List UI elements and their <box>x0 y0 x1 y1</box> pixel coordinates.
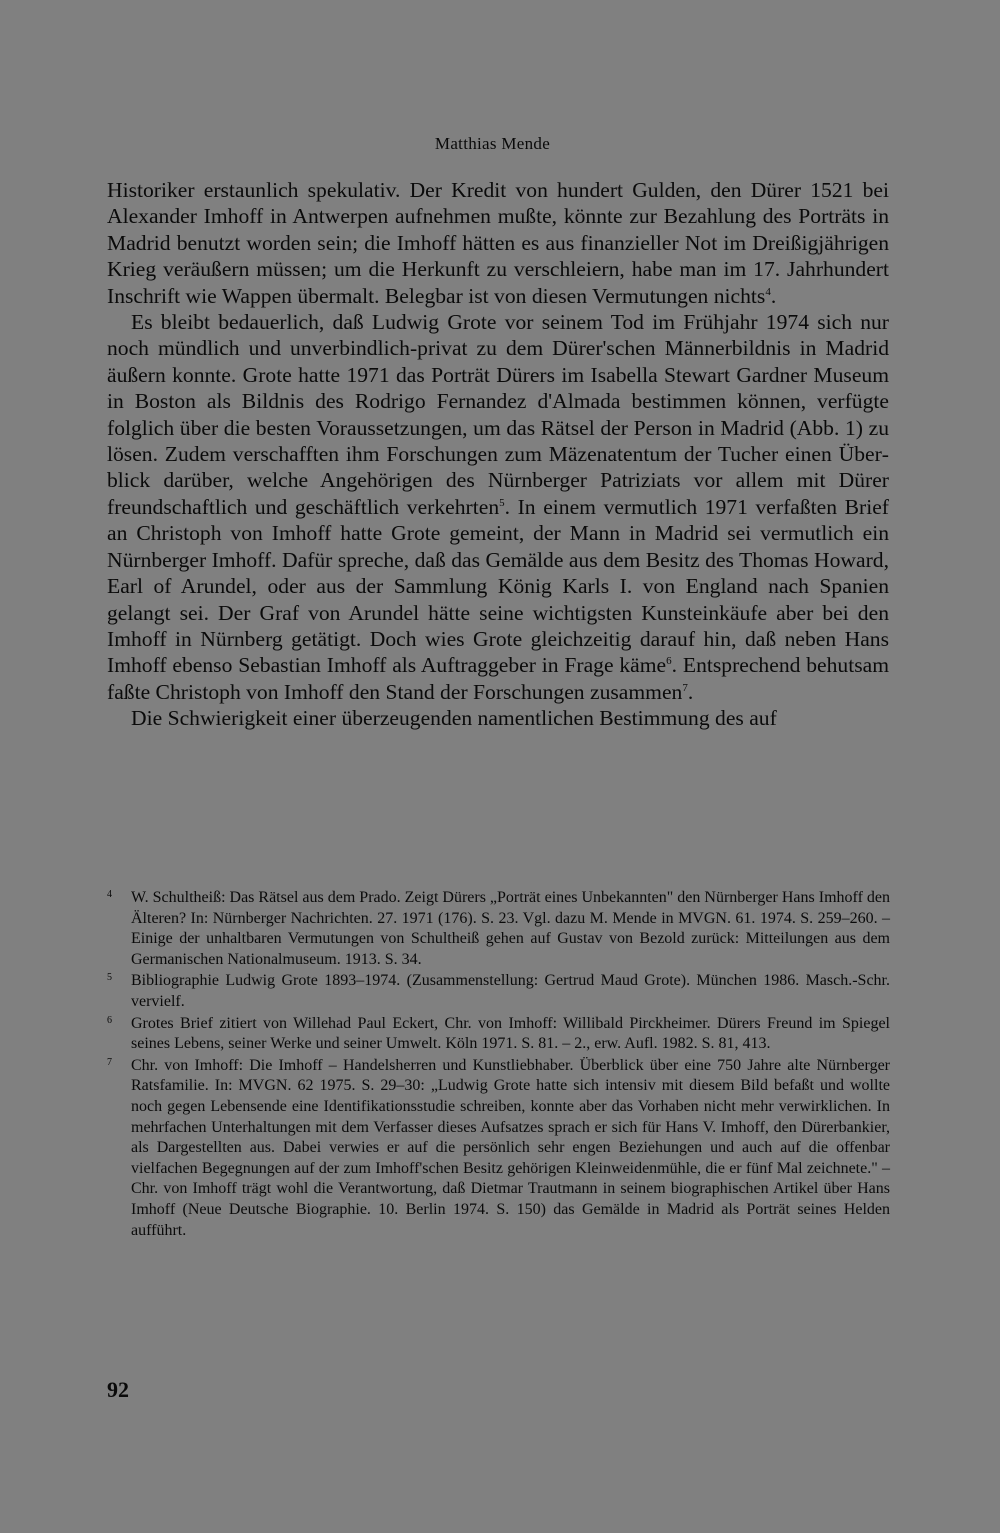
paragraph-2-text-c: . Entsprechend behutsam faßte Christoph von Imhoff den Stand der Forschungen zusammen <box>107 653 889 704</box>
paragraph-1 <box>107 177 889 309</box>
footnote-5 <box>107 971 890 1012</box>
footnote-number: 7 <box>107 1056 112 1068</box>
paragraph-1-text-a: Historiker erstaunlich spekulativ. Der Kredit von hundert Gulden, den Dürer 1521 bei Alexander Imhoff in Antwerpen aufnehmen mußte, könnte zur Bezahlung des Porträts in Madrid benutzt worden sein; die Imhoff hätten es aus finanzieller Not im Dreißigjährigen Krieg veräußern müssen; um die Herkunft zu verschleiern, habe man im 17. Jahrhundert Inschrift wie Wappen übermalt. Belegbar ist von diesen Vermutungen nichts <box>107 178 889 308</box>
footnote-text: Chr. von Imhoff: Die Imhoff – Handelsherren und Kunstliebhaber. Überblick über eine 750 Jahre alte Nürnberger Ratsfamilie. In: MVGN. 62 1975. S. 29–30: „Ludwig Grote hatte sich intensiv mit diesem Bild befaßt und wollte noch gegen Lebensende eine Identifikationsstudie schreiben, konnte aber das Vorhaben nicht mehr verwirklichen. In mehrfachen Unterhaltungen mit dem Verfasser dieses Aufsatzes sprach er sich für Hans V. Imhoff, den Dürerbankier, als Dargestellten aus. Dabei verwies er auf die persönlich sehr engen Beziehungen und auch auf die offenbar vielfachen Begegnungen auf der zum Imhoff'schen Besitz gehörigen Kleinweidenmühle, die er fünf Mal zeichnete." – Chr. von Imhoff trägt wohl die Verantwortung, daß Dietmar Trautmann in seinem biographischen Artikel über Hans Imhoff (Neue Deutsche Biographie. 10. Berlin 1974. S. 150) das Gemälde in Madrid als Porträt seines Helden aufführt. <box>131 1056 890 1239</box>
paragraph-2 <box>107 309 889 705</box>
footnote-ref-6[interactable]: 6 <box>666 655 672 668</box>
footnote-number: 6 <box>107 1014 112 1026</box>
footnote-4 <box>107 888 890 970</box>
footnote-text: Grotes Brief zitiert von Willehad Paul Eckert, Chr. von Imhoff: Willibald Pirckheimer. Dürers Freund im Spiegel seines Lebens, seiner Werke und seiner Umwelt. Köln 1971. S. 81. – 2., erw. Aufl. 1982. S. 81, 413. <box>131 1014 890 1053</box>
running-head: Matthias Mende <box>434 134 551 153</box>
footnote-text: Bibliographie Ludwig Grote 1893–1974. (Zusammenstellung: Gertrud Maud Grote). München 1986. Masch.-Schr. vervielf. <box>131 972 890 1010</box>
footnote-ref-7[interactable]: 7 <box>682 681 688 694</box>
footnote-number: 5 <box>107 972 112 984</box>
footnote-text: W. Schultheiß: Das Rätsel aus dem Prado. Zeigt Dürers „Porträt eines Unbekannten" den Nürnberger Hans Imhoff den Älteren? In: Nürnberger Nachrichten. 27. 1971 (176). S. 23. Vgl. dazu M. Mende in MVGN. 61. 1974. S. 259–260. – Einige der unhaltbaren Vermutungen von Schultheiß gehen auf Gustav von Bezold zurück: Mitteilungen aus dem Germanischen Nationalmuseum. 1913. S. 34. <box>131 889 890 968</box>
footnote-number: 4 <box>107 889 112 900</box>
paragraph-1-text-b: . <box>770 283 777 308</box>
paragraph-2-text-a: Es bleibt bedauerlich, daß Ludwig Grote vor seinem Tod im Frühjahr 1974 sich nur noch mündlich und unverbindlich-privat zu dem Dürer'schen Männerbildnis in Madrid äußern konnte. Grote hatte 1971 das Porträt Dürers im Isabella Stewart Gardner Museum in Boston als Bildnis des Rodrigo Fernandez d'Almada bestimmen können, verfügte folglich über die besten Voraussetzungen, um das Rätsel der Person in Madrid (Abb. 1) zu lösen. Zudem verschafften ihm Forschungen zum Mäzenatentum der Tucher einen Überblick darüber, welche Angehörigen des Nürnberger Patriziats vor allem mit Dürer freundschaftlich und geschäftlich verkehrten <box>107 310 889 519</box>
footnote-ref-4[interactable]: 4 <box>765 285 771 298</box>
main-text <box>107 177 889 732</box>
footnote-ref-5[interactable]: 5 <box>499 496 505 509</box>
paragraph-2-text-d: . <box>687 679 694 704</box>
page-number: 92 <box>107 1377 129 1402</box>
paragraph-3: Die Schwierigkeit einer überzeugenden namentlichen Bestimmung des auf <box>131 706 777 731</box>
footnotes <box>107 888 890 1242</box>
footnote-7 <box>107 1056 890 1241</box>
footnote-6 <box>107 1014 890 1055</box>
paragraph-2-text-b: . In einem vermutlich 1971 verfaßten Brief an Christoph von Imhoff hatte Grote gemeint, der Mann in Madrid sei vermutlich ein Nürnberger Imhoff. Dafür spreche, daß das Gemälde aus dem Besitz des Thomas Howard, Earl of Arundel, oder aus der Sammlung König Karls I. von England nach Spanien gelangt sei. Der Graf von Arundel hätte seine wichtigsten Kunsteinkäufe aber bei den Imhoff in Nürnberg getätigt. Doch wies Grote gleichzeitig darauf hin, daß neben Hans Imhoff ebenso Sebastian Imhoff als Auftraggeber in Frage käme <box>107 494 889 678</box>
